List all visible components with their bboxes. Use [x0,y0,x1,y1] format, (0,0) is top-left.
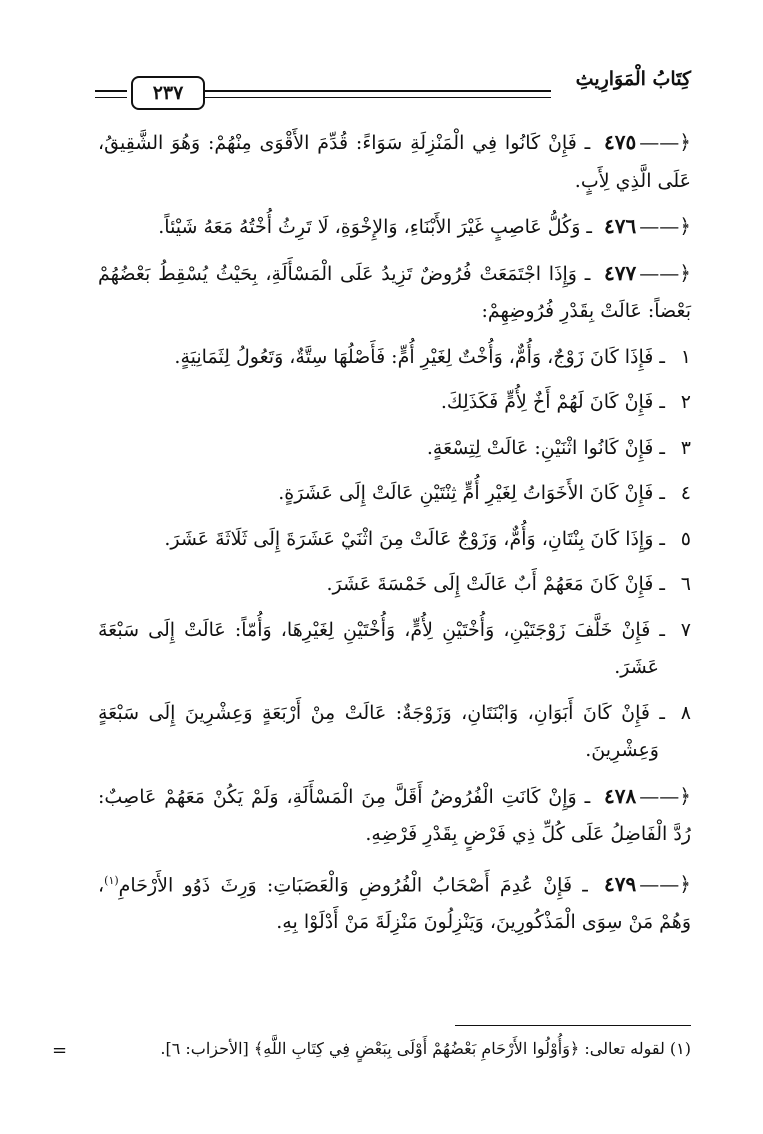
paragraph-478: ﴿——٤٧٨ ـ وَإِنْ كَانَتِ الْفُرُوضُ أَقَلَّ مِنَ الْمَسْأَلَةِ، وَلَمْ يَكُنْ مَعَهُمْ عَاصِبٌ: رُدَّ الْفَاضِلُ عَلَى كُلِّ ذِي فَرْضٍ بِقَدْرِ فَرْضِهِ. [98,778,691,854]
list-item: ٨ـ فَإِنْ كَانَ أَبَوَانِ، وَابْنَتَانِ، وَزَوْجَةٌ: عَالَتْ مِنْ أَرْبَعَةٍ وَعِشْرِينَ إِلَى سَبْعَةٍ وَعِشْرِينَ. [98,701,691,761]
list-item: ٧ـ فَإِنْ خَلَّفَ زَوْجَتَيْنِ، وَأُخْتَيْنِ لِأُمٍّ، وَأُخْتَيْنِ لِغَيْرِهَا، وَأُمّاً: عَالَتْ إِلَى سَبْعَةَ عَشَرَ. [98,618,691,678]
paragraph-476: ﴿——٤٧٦ ـ وَكُلُّ عَاصِبٍ غَيْرَ الأَبْنَاءِ، وَالإِخْوَةِ، لَا تَرِثُ أُخْتُهُ مَعَهُ شَيْئاً. [98,208,691,247]
list-item: ١ـ فَإِذَا كَانَ زَوْجٌ، وَأُمٌّ، وَأُخْتٌ لِغَيْرِ أُمٍّ: فَأَصْلُهَا سِتَّةٌ، وَتَعُولُ لِثَمَانِيَةٍ. [174,345,691,368]
list-item: ٦ـ فَإِنْ كَانَ مَعَهُمْ أَبٌ عَالَتْ إِلَى خَمْسَةَ عَشَرَ. [326,573,691,595]
footnote [98,1036,691,1062]
paragraph-477: ﴿——٤٧٧ ـ وَإِذَا اجْتَمَعَتْ فُرُوضٌ تَزِيدُ عَلَى الْمَسْأَلَةِ، بِحَيْثُ يُسْقِطُ بَعْضُهُمْ بَعْضاً: عَالَتْ بِقَدْرِ فُرُوضِهِمْ: [98,255,691,331]
paragraph-479: ﴿——٤٧٩ ـ فَإِنْ عُدِمَ أَصْحَابُ الْفُرُوضِ وَالْعَصَبَاتِ: وَرِثَ ذَوُو الأَرْحَامِ$^{(١)}$، وَهُمْ مَنْ سِوَى الْمَذْكُورِينَ، وَيَنْزِلُونَ مَنْزِلَةَ مَنْ أَدْلَوْا بِهِ. [98,862,691,942]
bracket-arrow-icon: ﴿—— [639,130,691,154]
footnote-separator [455,1025,691,1026]
paragraph-475: ﴿——٤٧٥ ـ فَإِنْ كَانُوا فِي الْمَنْزِلَةِ سَوَاءً: قُدِّمَ الأَقْوَى مِنْهُمْ: وَهُوَ الشَّقِيقُ، عَلَى الَّذِي لِأَبٍ. [98,124,691,200]
continue-mark: = [52,1040,68,1061]
main-text [98,124,691,950]
paragraph-number: ﴿——٤٧٦ [604,214,691,238]
paragraph-number: ﴿——٤٧٨ [604,783,691,808]
footnote-number: (١) [669,1039,691,1058]
list-item: ٤ـ فَإِنْ كَانَ الأَخَوَاتُ لِغَيْرِ أُمٍّ ثِنْتَيْنِ عَالَتْ إِلَى عَشَرَةٍ. [278,482,691,504]
bracket-arrow-icon: ﴿—— [639,214,691,238]
header-rule [205,90,551,98]
paragraph-number: ﴿——٤٧٩ [604,871,691,896]
header-rule-left [95,90,127,98]
footnote-ref[interactable]: (١) [104,873,119,887]
list-item: ٢ـ فَإِنْ كَانَ لَهُمْ أَخٌ لِأُمٍّ فَكَذَلِكَ. [440,391,691,413]
list-item: ٥ـ وَإِذَا كَانَ بِنْتَانِ، وَأُمٌّ، وَزَوْجٌ عَالَتْ مِنَ اثْنَيْ عَشَرَةَ إِلَى ثَلَاثَةَ عَشَرَ. [164,527,691,550]
footnote-text: لقوله تعالى: ﴿وَأُوْلُوا الأَرْحَامِ بَعْضُهُمْ أَوْلَى بِبَعْضٍ فِي كِتَابِ اللَّهِ﴾ [الأحزاب: ٦]. [160,1039,665,1058]
book-title: كِتَابُ الْمَوَارِيثِ [575,68,691,90]
paragraph-number: ﴿——٤٧٧ [604,260,691,285]
bracket-arrow-icon: ﴿—— [639,783,691,808]
page-header [95,62,691,108]
bracket-arrow-icon: ﴿—— [639,260,691,285]
list-item: ٣ـ فَإِنْ كَانُوا اثْنَيْنِ: عَالَتْ لِتِسْعَةٍ. [426,436,691,459]
bracket-arrow-icon: ﴿—— [639,871,691,896]
paragraph-number: ﴿——٤٧٥ [604,130,691,154]
page-number: ٢٣٧ [131,76,205,110]
